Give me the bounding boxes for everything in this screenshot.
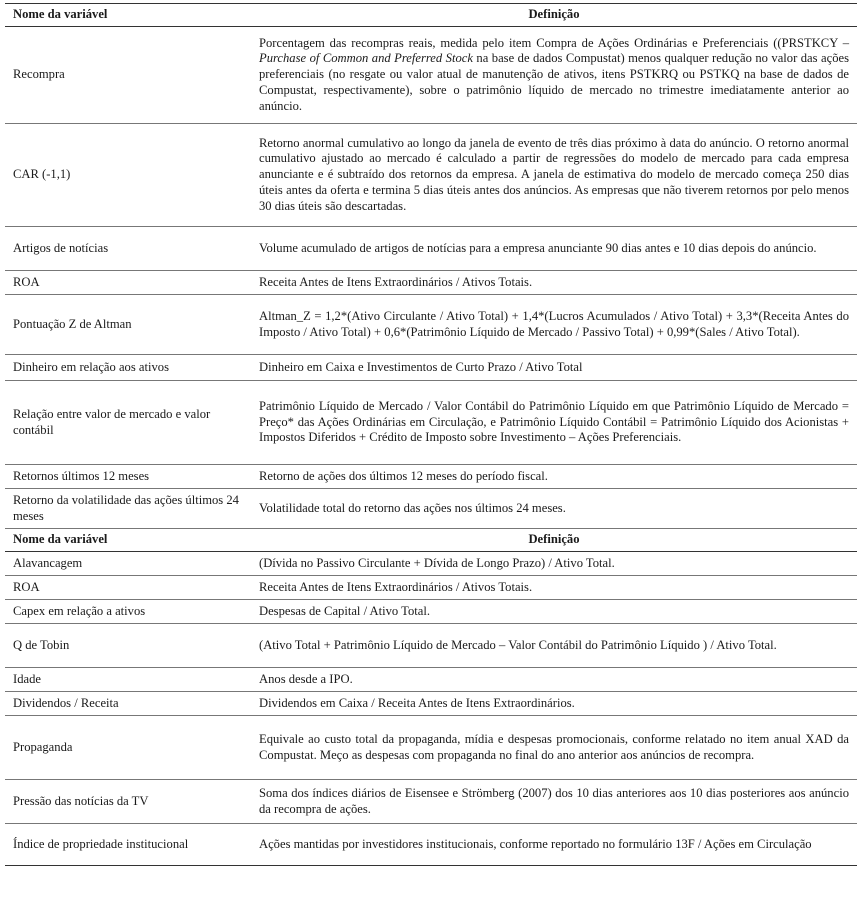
variable-definition: Patrimônio Líquido de Mercado / Valor Contábil do Patrimônio Líquido em que Patrimônio Líquido de Mercado = Preço* das Ações Ordinárias em Circulação, e Patrimônio Líquido Contábil = Patrimônio Líquido dos Acionistas + Impostos Diferidos + Crédito de Imposto sobre Investimento – Ações Preferenciais. bbox=[251, 381, 857, 465]
variable-definition: Dividendos em Caixa / Receita Antes de Itens Extraordinários. bbox=[251, 692, 857, 716]
table-row bbox=[5, 576, 857, 600]
table-row bbox=[5, 295, 857, 355]
table-header-row bbox=[5, 529, 857, 552]
table-row bbox=[5, 227, 857, 271]
table-row bbox=[5, 624, 857, 668]
table-row bbox=[5, 600, 857, 624]
table-row bbox=[5, 27, 857, 124]
variable-definition: Ações mantidas por investidores institucionais, conforme reportado no formulário 13F / Ações em Circulação bbox=[251, 824, 857, 866]
table-row bbox=[5, 780, 857, 824]
variable-definition: Receita Antes de Itens Extraordinários / Ativos Totais. bbox=[251, 576, 857, 600]
variables-table bbox=[5, 3, 857, 866]
table-row bbox=[5, 692, 857, 716]
variable-name: Idade bbox=[5, 668, 251, 692]
variable-name: Pressão das notícias da TV bbox=[5, 780, 251, 824]
variable-name: Artigos de notícias bbox=[5, 227, 251, 271]
variable-definition: Volume acumulado de artigos de notícias para a empresa anunciante 90 dias antes e 10 dias depois do anúncio. bbox=[251, 227, 857, 271]
table-row bbox=[5, 465, 857, 489]
table-header-row bbox=[5, 4, 857, 27]
variable-name: Retornos últimos 12 meses bbox=[5, 465, 251, 489]
variable-name: Relação entre valor de mercado e valor contábil bbox=[5, 381, 251, 465]
variable-name: Retorno da volatilidade das ações últimos 24 meses bbox=[5, 489, 251, 529]
table-row bbox=[5, 824, 857, 866]
variable-definition: Porcentagem das recompras reais, medida pelo item Compra de Ações Ordinárias e Preferenciais ((PRSTKCY – Purchase of Common and Preferred Stock na base de dados Compustat) menos qualquer redução no valor das ações preferenciais (no resgate ou valor atual de manutenção de ativos, itens PSTKRQ ou PSTKQ na base de dados de Compustat, respectivamente), sobre o patrimônio líquido de mercado no trimestre imediatamente anterior ao anúncio. bbox=[251, 27, 857, 124]
variable-name: Q de Tobin bbox=[5, 624, 251, 668]
variable-definition: Receita Antes de Itens Extraordinários / Ativos Totais. bbox=[251, 271, 857, 295]
variable-definition: Dinheiro em Caixa e Investimentos de Curto Prazo / Ativo Total bbox=[251, 355, 857, 381]
variable-definition: (Ativo Total + Patrimônio Líquido de Mercado – Valor Contábil do Patrimônio Líquido ) / Ativo Total. bbox=[251, 624, 857, 668]
column-header-name: Nome da variável bbox=[5, 529, 251, 552]
variable-definition: Retorno anormal cumulativo ao longo da janela de evento de três dias próximo à data do anúncio. O retorno anormal cumulativo ajustado ao mercado é calculado a partir de regressões do modelo de mercado para cada empresa anunciante e é subtraído dos retornos da empresa. A janela de estimativa do modelo de mercado começa 250 dias úteis antes da oferta e termina 5 dias úteis antes dos anúncios. As empresas que não tiverem retornos por pelo menos 30 dias úteis são descartadas. bbox=[251, 124, 857, 227]
variable-definition: Despesas de Capital / Ativo Total. bbox=[251, 600, 857, 624]
variable-name: CAR (-1,1) bbox=[5, 124, 251, 227]
table-row bbox=[5, 716, 857, 780]
variable-definition: (Dívida no Passivo Circulante + Dívida de Longo Prazo) / Ativo Total. bbox=[251, 552, 857, 576]
table-row bbox=[5, 271, 857, 295]
table-row bbox=[5, 489, 857, 529]
table-row bbox=[5, 355, 857, 381]
variable-name: Dinheiro em relação aos ativos bbox=[5, 355, 251, 381]
variable-definition: Equivale ao custo total da propaganda, mídia e despesas promocionais, conforme relatado no item anual XAD da Compustat. Meço as despesas com propaganda no final do ano anterior aos anúncios de recompra. bbox=[251, 716, 857, 780]
variable-name: Propaganda bbox=[5, 716, 251, 780]
variable-name: Recompra bbox=[5, 27, 251, 124]
variable-definition: Soma dos índices diários de Eisensee e Strömberg (2007) dos 10 dias anteriores aos 10 dias posteriores aos anúncio da recompra de ações. bbox=[251, 780, 857, 824]
column-header-definition: Definição bbox=[251, 4, 857, 27]
table-row bbox=[5, 381, 857, 465]
variable-name: ROA bbox=[5, 576, 251, 600]
variable-definition: Retorno de ações dos últimos 12 meses do período fiscal. bbox=[251, 465, 857, 489]
column-header-definition: Definição bbox=[251, 529, 857, 552]
variable-name: Índice de propriedade institucional bbox=[5, 824, 251, 866]
variable-name: Capex em relação a ativos bbox=[5, 600, 251, 624]
variable-name: Dividendos / Receita bbox=[5, 692, 251, 716]
table-row bbox=[5, 124, 857, 227]
variable-definition: Anos desde a IPO. bbox=[251, 668, 857, 692]
variable-definition: Volatilidade total do retorno das ações nos últimos 24 meses. bbox=[251, 489, 857, 529]
table-row bbox=[5, 552, 857, 576]
variable-definition: Altman_Z = 1,2*(Ativo Circulante / Ativo Total) + 1,4*(Lucros Acumulados / Ativo Total) + 3,3*(Receita Antes do Imposto / Ativo Total) + 0,6*(Patrimônio Líquido de Mercado / Passivo Total) + 0,99*(Sales / Ativo Total). bbox=[251, 295, 857, 355]
variable-name: Pontuação Z de Altman bbox=[5, 295, 251, 355]
column-header-name: Nome da variável bbox=[5, 4, 251, 27]
variable-name: Alavancagem bbox=[5, 552, 251, 576]
variable-name: ROA bbox=[5, 271, 251, 295]
table-row bbox=[5, 668, 857, 692]
